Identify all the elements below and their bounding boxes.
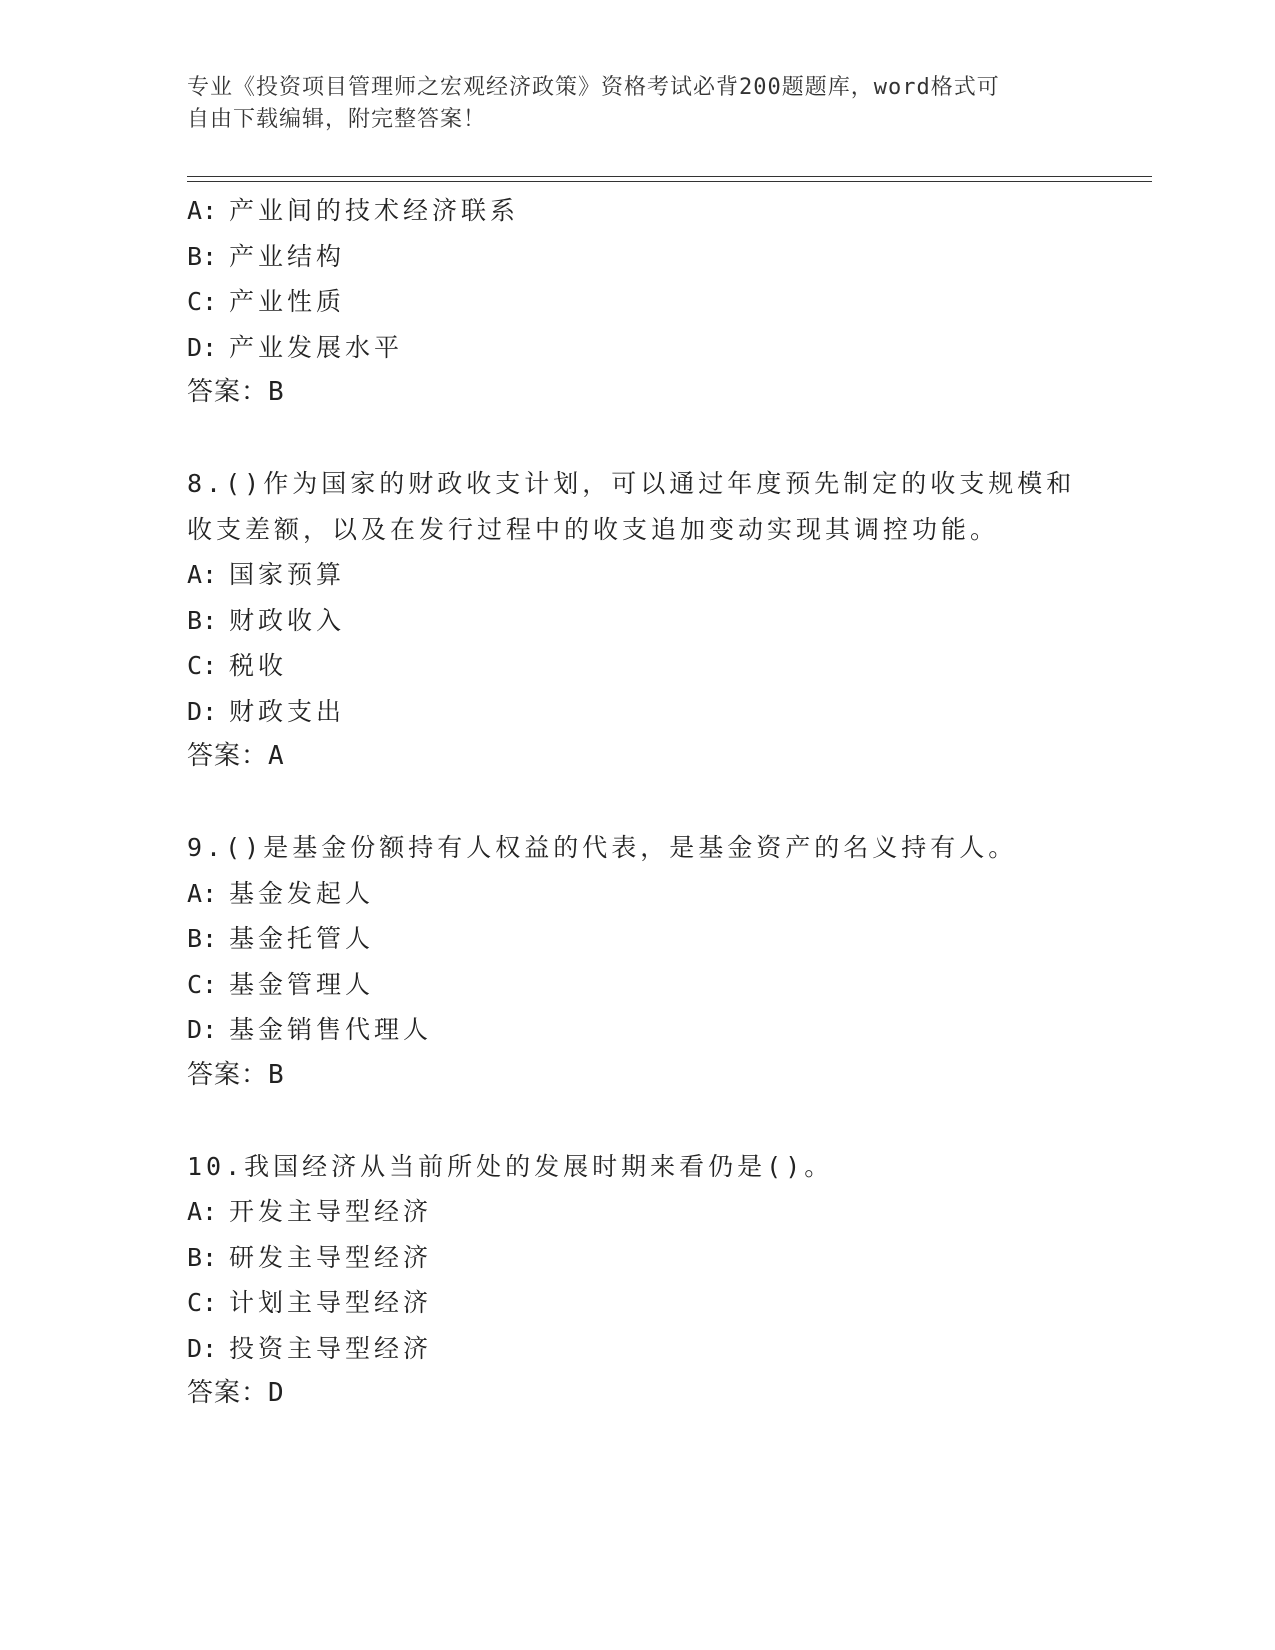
option-text: 基金管理人 xyxy=(229,969,375,999)
option-letter: D: xyxy=(187,696,218,726)
header-line-2: 自由下载编辑，附完整答案！ xyxy=(187,107,487,132)
question-text-line-1: 10.我国经济从当前所处的发展时期来看仍是()。 xyxy=(187,1151,834,1181)
option-b xyxy=(187,598,1087,644)
option-d xyxy=(187,1326,1087,1372)
option-letter: A: xyxy=(187,878,218,908)
option-letter: B: xyxy=(187,241,218,271)
option-letter: C: xyxy=(187,651,218,680)
answer-line: 答案：D xyxy=(187,1378,285,1408)
option-text: 开发主导型经济 xyxy=(229,1197,433,1226)
option-c xyxy=(187,643,1087,689)
option-a xyxy=(187,871,1087,917)
option-c xyxy=(187,962,1087,1008)
header-line-1: 专业《投资项目管理师之宏观经济政策》资格考试必背200题题库，word格式可 xyxy=(187,75,1000,100)
question-text-line-1: 9.()是基金份额持有人权益的代表，是基金资产的名义持有人。 xyxy=(187,833,1018,862)
option-d xyxy=(187,325,1087,371)
option-letter: A: xyxy=(187,1197,218,1226)
option-letter: B: xyxy=(187,1242,218,1272)
option-letter: A: xyxy=(187,560,218,589)
question-text-line-1: 8.()作为国家的财政收支计划，可以通过年度预先制定的收支规模和 xyxy=(187,469,1076,498)
document-header xyxy=(187,72,1087,136)
option-letter: D: xyxy=(187,1015,218,1044)
option-b xyxy=(187,234,1087,280)
option-b xyxy=(187,916,1087,962)
option-text: 产业间的技术经济联系 xyxy=(229,196,520,225)
option-text: 产业结构 xyxy=(229,241,346,271)
answer-line: 答案：B xyxy=(187,1059,285,1090)
option-text: 国家预算 xyxy=(229,560,346,589)
option-text: 产业性质 xyxy=(229,287,346,316)
option-a xyxy=(187,188,1087,234)
spacer xyxy=(187,780,1087,826)
option-text: 基金销售代理人 xyxy=(229,1015,433,1044)
question-text-line-2: 收支差额，以及在发行过程中的收支追加变动实现其调控功能。 xyxy=(187,514,1000,544)
question-10 xyxy=(187,1144,1087,1417)
option-letter: C: xyxy=(187,1288,218,1317)
answer-line: 答案：A xyxy=(187,741,285,771)
option-c xyxy=(187,279,1087,325)
answer-line: 答案：B xyxy=(187,377,285,407)
option-letter: B: xyxy=(187,924,218,953)
spacer xyxy=(187,1098,1087,1144)
option-text: 计划主导型经济 xyxy=(229,1288,433,1317)
option-letter: C: xyxy=(187,969,218,999)
option-d xyxy=(187,1007,1087,1053)
question-7 xyxy=(187,188,1087,416)
option-c xyxy=(187,1280,1087,1326)
option-letter: B: xyxy=(187,605,218,635)
option-letter: A: xyxy=(187,196,218,225)
spacer xyxy=(187,416,1087,462)
option-d xyxy=(187,689,1087,735)
question-9 xyxy=(187,825,1087,1098)
option-letter: C: xyxy=(187,287,218,316)
header-divider xyxy=(187,176,1152,182)
option-letter: D: xyxy=(187,332,218,362)
option-text: 研发主导型经济 xyxy=(229,1242,433,1272)
option-b xyxy=(187,1235,1087,1281)
option-letter: D: xyxy=(187,1333,218,1363)
question-8 xyxy=(187,461,1087,780)
option-text: 投资主导型经济 xyxy=(229,1333,433,1363)
option-text: 财政收入 xyxy=(229,605,346,635)
option-text: 税收 xyxy=(229,651,288,680)
option-text: 产业发展水平 xyxy=(229,332,404,362)
option-text: 基金发起人 xyxy=(229,878,375,908)
question-list xyxy=(187,188,1087,1417)
option-text: 基金托管人 xyxy=(229,924,375,953)
option-text: 财政支出 xyxy=(229,696,346,726)
option-a xyxy=(187,552,1087,598)
option-a xyxy=(187,1189,1087,1235)
